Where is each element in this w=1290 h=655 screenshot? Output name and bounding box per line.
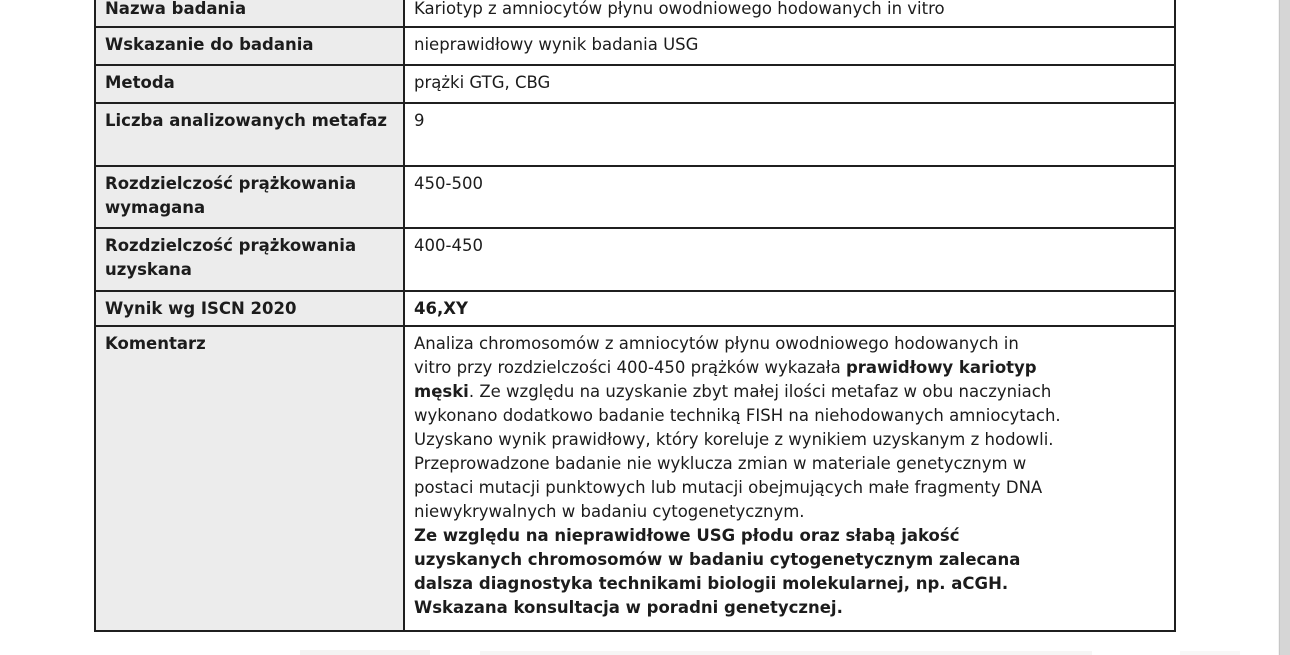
row-value: 46,XY	[405, 292, 1174, 325]
row-label: Wynik wg ISCN 2020	[96, 292, 405, 325]
comment-line	[414, 356, 1164, 380]
comment-run: vitro przy rozdzielczości 400-450 prążków wykazała	[414, 358, 846, 377]
comment-run: wykonano dodatkowo badanie techniką FISH na niehodowanych amniocytach.	[414, 406, 1061, 425]
row-value: prążki GTG, CBG	[405, 66, 1174, 102]
comment-line	[414, 500, 1164, 524]
table-row	[96, 28, 1174, 66]
comment-line	[414, 548, 1164, 572]
cutoff-content-fragment	[300, 650, 430, 655]
report-table	[94, 0, 1176, 632]
comment-line	[414, 524, 1164, 548]
comment-run: postaci mutacji punktowych lub mutacji obejmujących małe fragmenty DNA	[414, 478, 1043, 497]
row-value: 450-500	[405, 167, 1174, 227]
comment-run: Przeprowadzone badanie nie wyklucza zmian w materiale genetycznym w	[414, 454, 1027, 473]
table-row	[96, 167, 1174, 229]
table-row	[96, 66, 1174, 104]
cutoff-content-fragment	[480, 651, 1092, 655]
row-label: Wskazanie do badania	[96, 28, 405, 64]
row-value: 9	[405, 104, 1174, 165]
scrollbar-thumb[interactable]	[1279, 0, 1290, 655]
comment-run: Analiza chromosomów z amniocytów płynu owodniowego hodowanych in	[414, 334, 1019, 353]
table-row	[96, 104, 1174, 167]
row-label: Nazwa badania	[96, 0, 405, 26]
comment-text	[405, 327, 1174, 630]
comment-line	[414, 332, 1164, 356]
row-label: Rozdzielczość prążkowania uzyskana	[96, 229, 405, 290]
comment-line	[414, 428, 1164, 452]
comment-run-bold: uzyskanych chromosomów w badaniu cytogenetycznym zalecana	[414, 550, 1021, 569]
row-label: Komentarz	[96, 327, 405, 630]
comment-line	[414, 572, 1164, 596]
comment-line	[414, 380, 1164, 404]
comment-line	[414, 596, 1164, 620]
table-row-comment	[96, 327, 1174, 630]
row-label: Liczba analizowanych metafaz	[96, 104, 405, 165]
row-value: 400-450	[405, 229, 1174, 290]
table-row	[96, 0, 1174, 28]
comment-run-bold: Ze względu na nieprawidłowe USG płodu oraz słabą jakość	[414, 526, 960, 545]
comment-line	[414, 452, 1164, 476]
table-row	[96, 292, 1174, 327]
comment-line	[414, 404, 1164, 428]
row-label: Rozdzielczość prążkowania wymagana	[96, 167, 405, 227]
scrollbar-track[interactable]	[1278, 0, 1290, 655]
table-row	[96, 229, 1174, 292]
row-value: Kariotyp z amniocytów płynu owodniowego hodowanych in vitro	[405, 0, 1174, 26]
comment-run-bold: Wskazana konsultacja w poradni genetycznej.	[414, 598, 843, 617]
comment-run: . Ze względu na uzyskanie zbyt małej ilości metafaz w obu naczyniach	[468, 382, 1052, 401]
comment-run-bold: męski	[414, 382, 469, 401]
comment-line	[414, 476, 1164, 500]
row-value: nieprawidłowy wynik badania USG	[405, 28, 1174, 64]
cutoff-content-fragment	[1180, 651, 1240, 655]
comment-run: niewykrywalnych w badaniu cytogenetycznym.	[414, 502, 805, 521]
comment-run: Uzyskano wynik prawidłowy, który koreluje z wynikiem uzyskanym z hodowli.	[414, 430, 1054, 449]
comment-run-bold: prawidłowy kariotyp	[845, 358, 1037, 377]
row-label: Metoda	[96, 66, 405, 102]
comment-run-bold: dalsza diagnostyka technikami biologii molekularnej, np. aCGH.	[414, 574, 1009, 593]
